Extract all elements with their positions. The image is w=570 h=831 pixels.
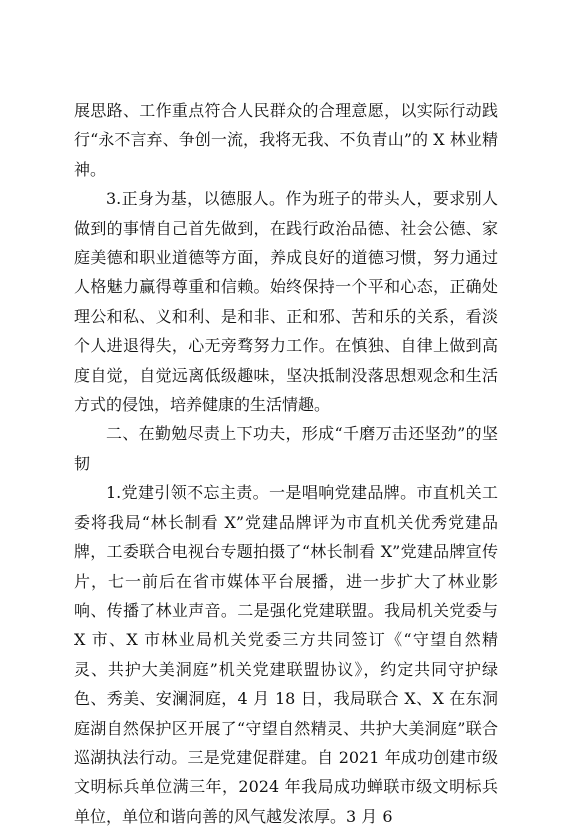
document-page — [74, 96, 498, 831]
paragraph-continuation: 展思路、工作重点符合人民群众的合理意愿，以实际行动践行“永不言弃、争创一流，我将无我、不负青山”的 X 林业精神。 — [74, 101, 498, 179]
paragraph-party-building: 1.党建引领不忘主责。一是唱响党建品牌。市直机关工委将我局“林长制看 X”党建品牌评为市直机关优秀党建品牌，工委联合电视台专题拍摄了“林长制看 X”党建品牌宣传片，七一前后在省市媒体平台展播，进一步扩大了林业影响、传播了林业声音。二是强化党建联盟。我局机关党委与 X 市、X 市林业局机关党委三方共同签订《“守望自然精灵、共护大美洞庭”机关党建联盟协议》，约定共同守护绿色、秀美、安澜洞庭，4 月 18 日，我局联合 X、X 在东洞庭湖自然保护区开展了“守望自然精灵、共护大美洞庭”联合巡湖执法行动。三是党建促群建。自 2021 年成功创建市级文明标兵单位满三年，2024 年我局成功蝉联市级文明标兵单位，单位和谐向善的风气越发浓厚。3 月 6 — [74, 483, 498, 826]
paragraph-section-3: 3.正身为基，以德服人。作为班子的带头人，要求别人做到的事情自己首先做到，在践行政治品德、社会公德、家庭美德和职业道德等方面，养成良好的道德习惯，努力通过人格魅力赢得尊重和信赖。始终保持一个平和心态，正确处理公和私、义和利、是和非、正和邪、苦和乐的关系，看淡个人进退得失，心无旁骛努力工作。在慎独、自律上做到高度自觉，自觉远离低级趣味，坚决抵制没落思想观念和生活方式的侵蚀，培养健康的生活情趣。 — [74, 189, 498, 415]
section-heading-2: 二、在勤勉尽责上下功夫，形成“千磨万击还坚劲”的坚韧 — [74, 424, 498, 473]
